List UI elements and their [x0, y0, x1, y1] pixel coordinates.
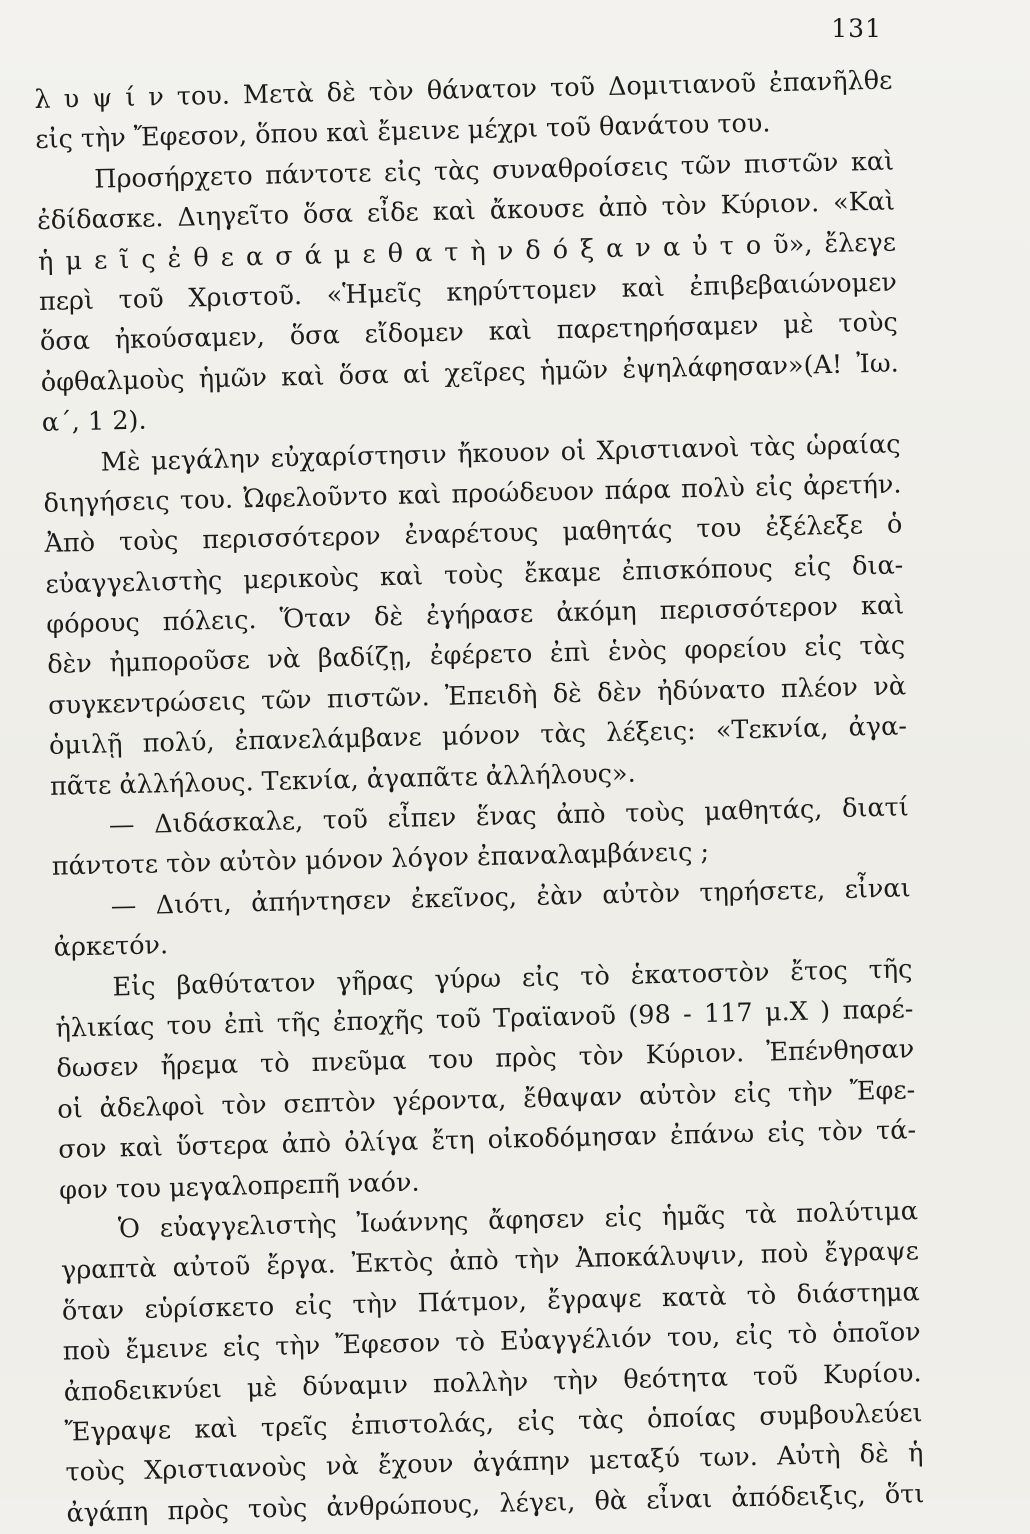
text-line: ἡ μ ε ῖ ς ἐ θ ε α σ ά μ ε θ α τ ὴ ν δ ό ξ α ν α ὐ τ ο ῦ», ἔλεγε: [37, 227, 897, 277]
text-line: δωσεν ἤρεμα τὸ πνεῦμα του πρὸς τὸν Κύριον. Ἐπένθησαν: [56, 1034, 915, 1085]
text-line: — Διδάσκαλε, τοῦ εἶπεν ἕνας ἀπὸ τοὺς μαθητάς, διατί: [108, 792, 910, 841]
text-line: πᾶτε ἀλλήλους. Τεκνία, ἀγαπᾶτε ἀλλήλους».: [49, 758, 636, 802]
text-line: φον του μεγαλοπρεπῆ ναόν.: [58, 1167, 420, 1206]
text-line: ὅταν εὑρίσκετο εἰς τὴν Πάτμον, ἔγραψε κατὰ τὸ διάστημα: [61, 1276, 921, 1327]
text-line: πάντοτε τὸν αὐτὸν μόνον λόγον ἐπαναλαμβάνεις ;: [51, 837, 710, 883]
page-number: 131: [831, 14, 882, 43]
text-line: Μὲ μεγάλην εὐχαρίστησιν ἤκουον οἱ Χριστιανοὶ τὰς ὡραίας: [100, 428, 901, 478]
text-line: — Διότι, ἀπήντησεν ἐκεῖνος, ἐὰν αὐτὸν τηρήσετε, εἶναι: [110, 873, 911, 922]
text-line: Ἀπὸ τοὺς περισσότερον ἐναρέτους μαθητάς του ἐξέλεξε ὁ: [44, 509, 903, 560]
text-line: α΄, 1 2).: [41, 405, 147, 439]
text-line: ὅσα ἠκούσαμεν, ὅσα εἴδομεν καὶ παρετηρήσαμεν μὲ τοὺς: [39, 307, 899, 358]
text-line: Ἔγραψε καὶ τρεῖς ἐπιστολάς, εἰς τὰς ὁποίας συμβουλεύει: [64, 1398, 923, 1448]
text-line: Προσήρχετο πάντοτε εἰς τὰς συναθροίσεις τῶν πιστῶν καὶ: [93, 146, 895, 195]
text-line: περὶ τοῦ Χριστοῦ. «Ἡμεῖς κηρύττομεν καὶ ἐπιβεβαιώνομεν: [38, 267, 898, 317]
text-line: ἀποδεικνύει μὲ δύναμιν πολλὴν τὴν θεότητα τοῦ Κυρίου.: [63, 1357, 922, 1408]
text-line: σον καὶ ὕστερα ἀπὸ ὀλίγα ἔτη οἰκοδόμησαν ἐπάνω εἰς τὸν τά-: [57, 1115, 917, 1165]
text-line: εἰς τὴν Ἔφεσον, ὅπου καὶ ἔμεινε μέχρι τοῦ θανάτου του.: [35, 108, 771, 156]
text-line: ἀγάπη πρὸς τοὺς ἀνθρώπους, λέγει, θὰ εἶναι ἀπόδειξις, ὅτι: [66, 1478, 925, 1529]
text-line: γραπτὰ αὐτοῦ ἔργα. Ἐκτὸς ἀπὸ τὴν Ἀποκάλυψιν, ποὺ ἔγραψε: [60, 1236, 920, 1287]
text-line: τοὺς Χριστιανοὺς νὰ ἔχουν ἀγάπην μεταξύ των. Αὐτὴ δὲ ἡ: [65, 1438, 924, 1488]
text-line: ὀφθαλμοὺς ἡμῶν καὶ ὅσα αἱ χεῖρες ἡμῶν ἐψηλάφησαν»(Α! Ἰω.: [40, 348, 899, 398]
text-line: λ υ ψ ί ν του. Μετὰ δὲ τὸν θάνατον τοῦ Δομιτιανοῦ ἐπανῆλθε: [34, 65, 893, 115]
text-line: δὲν ἠμποροῦσε νὰ βαδίζῃ, ἐφέρετο ἐπὶ ἑνὸς φορείου εἰς τὰς: [46, 630, 906, 681]
text-line: οἱ ἀδελφοὶ τὸν σεπτὸν γέροντα, ἔθαψαν αὐτὸν εἰς τὴν Ἔφε-: [57, 1075, 916, 1125]
body-text: [34, 61, 925, 1534]
text-line: ὁμιλῇ πολύ, ἐπανελάμβανε μόνον τὰς λέξεις: «Τεκνία, ἀγα-: [48, 711, 908, 762]
text-line: εὐαγγελιστὴς μερικοὺς καὶ τοὺς ἔκαμε ἐπισκόπους εἰς δια-: [45, 550, 904, 600]
text-line: ποὺ ἔμεινε εἰς τὴν Ἔφεσον τὸ Εὐαγγέλιόν του, εἰς τὸ ὁποῖον: [62, 1317, 921, 1367]
text-line: φόρους πόλεις. Ὅταν δὲ ἐγήρασε ἀκόμη περισσότερον καὶ: [46, 590, 905, 640]
text-line: διηγήσεις του. Ὠφελοῦντο καὶ προώδευον πάρα πολὺ εἰς ἀρετήν.: [43, 469, 902, 519]
text-line: Ὁ εὐαγγελιστὴς Ἰωάννης ἄφησεν εἰς ἡμᾶς τὰ πολύτιμα: [117, 1196, 919, 1245]
text-line: ἡλικίας του ἐπὶ τῆς ἐποχῆς τοῦ Τραϊανοῦ (98 - 117 μ.Χ ) παρέ-: [55, 994, 914, 1044]
text-line: ἀρκετόν.: [53, 930, 169, 963]
text-line: ἐδίδασκε. Διηγεῖτο ὅσα εἶδε καὶ ἄκουσε ἀπὸ τὸν Κύριον. «Καὶ: [36, 186, 896, 237]
text-line: συγκεντρώσεις τῶν πιστῶν. Ἐπειδὴ δὲ δὲν ἠδύνατο πλέον νὰ: [47, 671, 907, 721]
text-line: Εἰς βαθύτατον γῆρας γύρω εἰς τὸ ἑκατοστὸν ἔτος τῆς: [112, 953, 913, 1003]
